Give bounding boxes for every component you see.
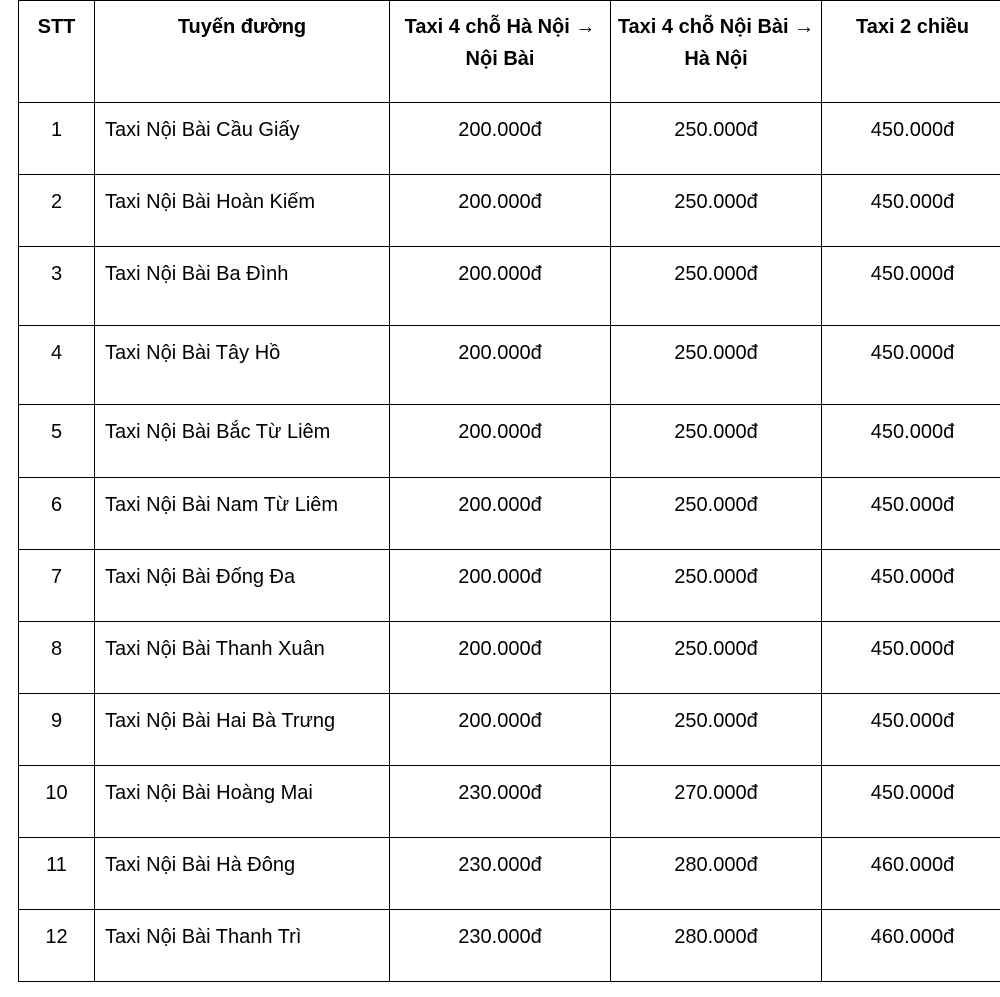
row-price-hanoi-to-noibai: 200.000đ <box>390 478 611 550</box>
table-row <box>19 478 1000 550</box>
row-stt: 12 <box>19 910 95 982</box>
row-price-noibai-to-hanoi: 270.000đ <box>611 766 822 838</box>
row-price-round-trip: 450.000đ <box>822 550 1000 622</box>
row-price-round-trip: 450.000đ <box>822 103 1000 175</box>
row-price-round-trip: 450.000đ <box>822 247 1000 326</box>
table-row <box>19 247 1000 326</box>
row-price-noibai-to-hanoi: 280.000đ <box>611 910 822 982</box>
header-round-trip: Taxi 2 chiều <box>822 1 1000 103</box>
row-price-noibai-to-hanoi: 250.000đ <box>611 326 822 405</box>
row-price-hanoi-to-noibai: 230.000đ <box>390 910 611 982</box>
header-noibai-to-hanoi: Taxi 4 chỗ Nội Bài → Hà Nội <box>611 1 822 103</box>
row-price-hanoi-to-noibai: 200.000đ <box>390 622 611 694</box>
row-price-hanoi-to-noibai: 200.000đ <box>390 247 611 326</box>
row-price-round-trip: 450.000đ <box>822 766 1000 838</box>
fare-table <box>18 0 1000 982</box>
row-price-noibai-to-hanoi: 250.000đ <box>611 622 822 694</box>
row-route: Taxi Nội Bài Hoàng Mai <box>95 766 390 838</box>
row-route: Taxi Nội Bài Nam Từ Liêm <box>95 478 390 550</box>
table-row <box>19 175 1000 247</box>
table-row <box>19 694 1000 766</box>
row-price-hanoi-to-noibai: 200.000đ <box>390 175 611 247</box>
row-price-round-trip: 460.000đ <box>822 910 1000 982</box>
header-hanoi-to-noibai: Taxi 4 chỗ Hà Nội → Nội Bài <box>390 1 611 103</box>
row-route: Taxi Nội Bài Thanh Trì <box>95 910 390 982</box>
row-price-hanoi-to-noibai: 230.000đ <box>390 766 611 838</box>
table-row <box>19 550 1000 622</box>
row-price-noibai-to-hanoi: 280.000đ <box>611 838 822 910</box>
table-row <box>19 405 1000 478</box>
row-price-noibai-to-hanoi: 250.000đ <box>611 175 822 247</box>
table-row <box>19 766 1000 838</box>
row-route: Taxi Nội Bài Đống Đa <box>95 550 390 622</box>
row-price-round-trip: 450.000đ <box>822 478 1000 550</box>
row-price-hanoi-to-noibai: 230.000đ <box>390 838 611 910</box>
row-price-round-trip: 450.000đ <box>822 694 1000 766</box>
row-route: Taxi Nội Bài Thanh Xuân <box>95 622 390 694</box>
row-stt: 2 <box>19 175 95 247</box>
row-stt: 5 <box>19 405 95 478</box>
header-stt: STT <box>19 1 95 103</box>
row-route: Taxi Nội Bài Bắc Từ Liêm <box>95 405 390 478</box>
row-stt: 11 <box>19 838 95 910</box>
row-price-round-trip: 450.000đ <box>822 622 1000 694</box>
row-price-round-trip: 450.000đ <box>822 405 1000 478</box>
table-row <box>19 103 1000 175</box>
row-route: Taxi Nội Bài Ba Đình <box>95 247 390 326</box>
row-route: Taxi Nội Bài Hoàn Kiếm <box>95 175 390 247</box>
row-stt: 7 <box>19 550 95 622</box>
row-price-noibai-to-hanoi: 250.000đ <box>611 694 822 766</box>
row-price-noibai-to-hanoi: 250.000đ <box>611 478 822 550</box>
row-route: Taxi Nội Bài Hai Bà Trưng <box>95 694 390 766</box>
row-stt: 6 <box>19 478 95 550</box>
row-price-round-trip: 460.000đ <box>822 838 1000 910</box>
row-stt: 1 <box>19 103 95 175</box>
row-price-round-trip: 450.000đ <box>822 326 1000 405</box>
table-row <box>19 838 1000 910</box>
row-price-round-trip: 450.000đ <box>822 175 1000 247</box>
row-stt: 4 <box>19 326 95 405</box>
row-price-noibai-to-hanoi: 250.000đ <box>611 247 822 326</box>
row-stt: 3 <box>19 247 95 326</box>
row-route: Taxi Nội Bài Hà Đông <box>95 838 390 910</box>
row-price-noibai-to-hanoi: 250.000đ <box>611 550 822 622</box>
table-row <box>19 622 1000 694</box>
row-price-hanoi-to-noibai: 200.000đ <box>390 405 611 478</box>
row-route: Taxi Nội Bài Tây Hồ <box>95 326 390 405</box>
table-row <box>19 910 1000 982</box>
table-row <box>19 326 1000 405</box>
row-price-hanoi-to-noibai: 200.000đ <box>390 326 611 405</box>
row-stt: 9 <box>19 694 95 766</box>
row-price-noibai-to-hanoi: 250.000đ <box>611 405 822 478</box>
row-stt: 10 <box>19 766 95 838</box>
row-price-hanoi-to-noibai: 200.000đ <box>390 550 611 622</box>
header-row <box>19 1 1000 103</box>
row-price-hanoi-to-noibai: 200.000đ <box>390 103 611 175</box>
row-stt: 8 <box>19 622 95 694</box>
row-route: Taxi Nội Bài Cầu Giấy <box>95 103 390 175</box>
row-price-noibai-to-hanoi: 250.000đ <box>611 103 822 175</box>
header-route: Tuyến đường <box>95 1 390 103</box>
row-price-hanoi-to-noibai: 200.000đ <box>390 694 611 766</box>
